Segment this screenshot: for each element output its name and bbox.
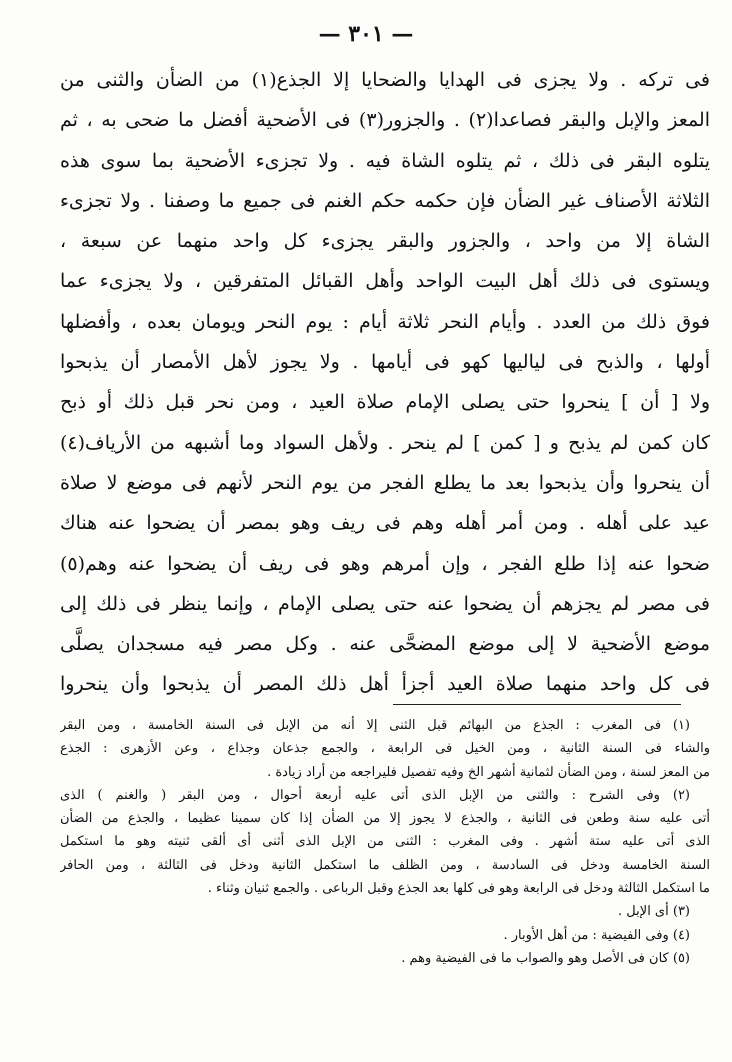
footnotes <box>60 714 710 970</box>
text-line: الثلاثة الأصناف غير الضأن فإن حكمه حكم الغنم فى جميع ما وصفنا . ولا تجزىء <box>60 189 710 212</box>
footnote-line: والشاء فى السنة الثانية ، ومن الخيل فى الرابعة ، والجمع جذعان وجذاع ، وعن الأزهرى : الجذع <box>60 741 710 757</box>
footnote-line: الذى أتى عليه ستة أشهر . وفى المغرب : الثنى من الإبل الذى أثنى أى ألقى ثنيته وهو ما استكمل <box>60 834 710 850</box>
text-line: فى كل واحد منهما صلاة العيد أجزأ أهل ذلك المصر أن يذبحوا وأن ينحروا <box>60 673 710 696</box>
text-line: فوق ذلك من العدد . وأيام النحر ثلاثة أيام : يوم النحر ويومان بعده ، وأفضلها <box>60 310 710 333</box>
text-line: كان كمن لم يذبح و [ كمن ] لم ينحر . ولأهل السواد وما أشبهه من الأرياف(٤) <box>60 431 710 454</box>
footnote-line: (٤) وفى الفيضية : من أهل الأوبار . <box>503 927 690 943</box>
text-line: يتلوه البقر فى ذلك ، ثم يتلوه الشاة فيه . ولا تجزىء الأضحية بما سوى هذه <box>60 149 710 172</box>
footnote-line: (٣) أى الإبل . <box>618 904 690 920</box>
main-text <box>60 60 710 705</box>
footnote-line: (٥) كان فى الأصل وهو والصواب ما فى الفيضية وهم . <box>401 950 690 966</box>
text-line: ولا [ أن ] ينحروا حتى يصلى الإمام صلاة العيد ، ومن نحر قبل ذلك أو ذبح <box>60 391 710 414</box>
footnote-line: أتى عليه سنة وطعن فى الثانية ، والجذع لا يجوز إلا من الضأن إذا كان سمينا عظيما ، والجذع من الضأن <box>60 811 710 827</box>
footnote-line: من المعز لسنة ، ومن الضأن لثمانية أشهر الخ وفيه تفصيل فليراجعه من أراد زيادة . <box>267 764 710 780</box>
text-line: موضع الأضحية لا إلى موضع المضحَّى عنه . وكل مصر فيه مسجدان يصلَّى <box>60 633 710 656</box>
footnote-line: (١) فى المغرب : الجذع من البهائم قبل الثنى إلا أنه من الإبل فى السنة الخامسة ، ومن البقر <box>60 718 690 733</box>
text-line: ويستوى فى ذلك أهل البيت الواحد وأهل القبائل المتفرقين ، ولا يجزىء عما <box>60 270 710 293</box>
text-line: أن ينحروا وأن يذبحوا بعد ما يطلع الفجر من يوم النحر لأنهم فى موضع لا صلاة <box>60 471 710 494</box>
text-line: المعز والإبل والبقر فصاعدا(٢) . والجزور(٣) فى الأضحية أفضل ما ضحى به ، ثم <box>60 109 710 132</box>
page-number: — ٣٠١ — <box>318 21 414 47</box>
footnote-line: السنة الخامسة ودخل فى السادسة ، ومن الظلف ما استكمل الثانية ودخل فى الثالثة ، ومن الحافر <box>60 857 710 873</box>
footnote-line: (٢) وفى الشرح : والثنى من الإبل الذى أتى عليه أربعة أحوال ، ومن البقر ( والغنم ) الذى <box>60 787 690 803</box>
text-line: فى تركه . ولا يجزى فى الهدايا والضحايا إلا الجذع(١) من الضأن والثنى من <box>60 69 710 91</box>
footnote-separator <box>393 704 681 705</box>
text-line: فى مصر لم يجزهم أن يضحوا عنه حتى يصلى الإمام ، وإنما ينظر فى ذلك إلى <box>60 592 710 615</box>
text-line: الشاة إلا من واحد ، والجزور والبقر يجزىء كل واحد منهما عن سبعة ، <box>60 230 710 253</box>
text-line: ضحوا عنه إذا طلع الفجر ، وإن أمرهم وهو فى ريف أن يضحوا عنه وهم(٥) <box>60 552 710 575</box>
footnote-line: ما استكمل الثالثة ودخل فى الرابعة وهو فى كلها بعد الجذع وقبل الرباعى . والجمع ثنيان وثناء . <box>207 881 710 897</box>
text-line: أولها ، والذبح فى لياليها كهو فى أيامها . ولا يجوز لأهل الأمصار أن يذبحوا <box>60 351 710 374</box>
text-line: عيد على أهله . ومن أمر أهله وهم فى ريف وهو بمصر أن يضحوا عنه هناك <box>60 512 710 535</box>
